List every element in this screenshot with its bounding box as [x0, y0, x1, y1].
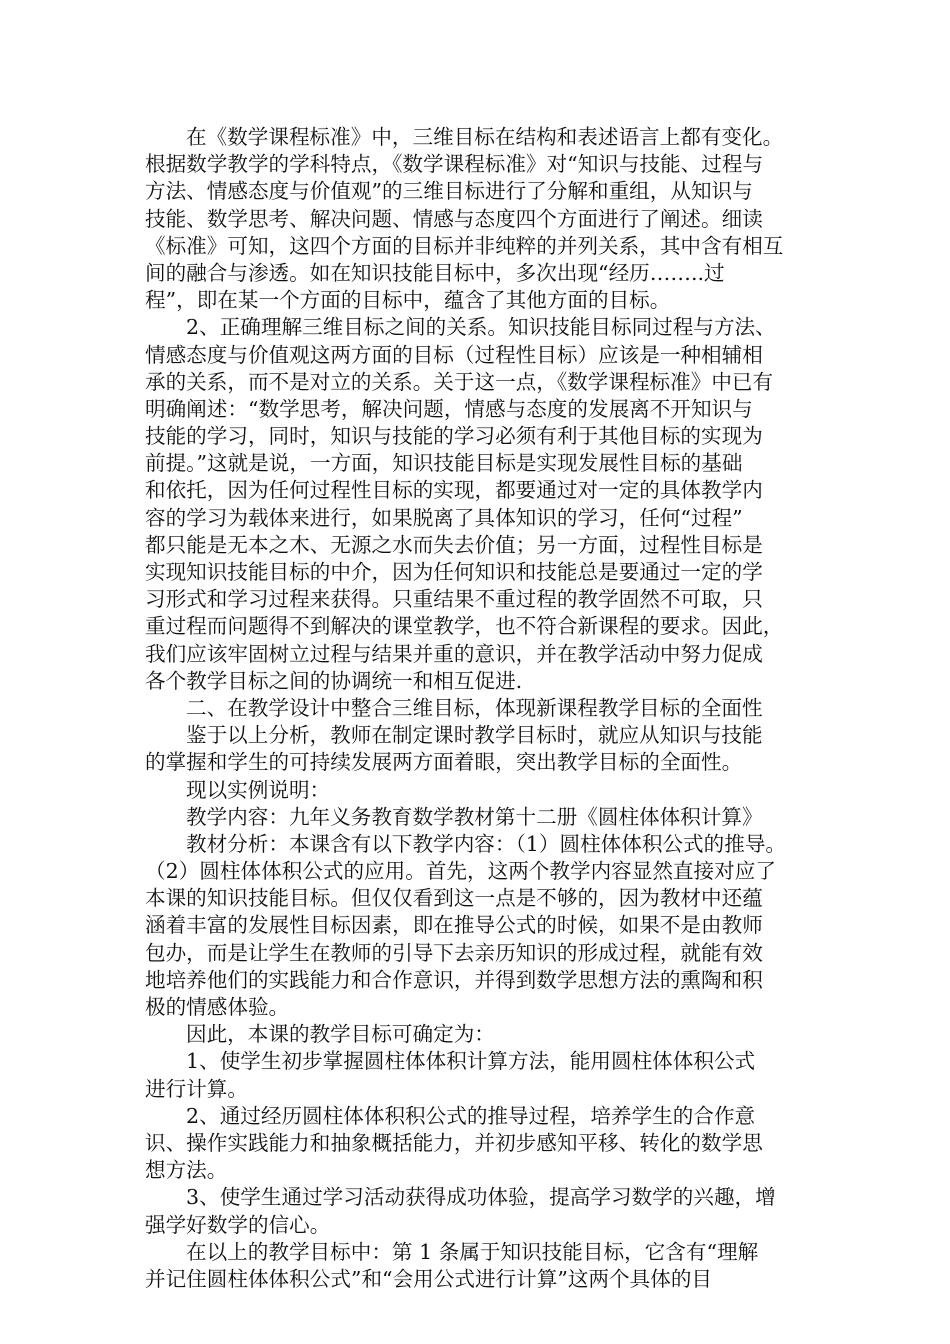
text-line: 方法、情感态度与价值观”的三维目标进行了分解和重组，从知识与 — [145, 179, 753, 204]
text-line: 极的情感体验。 — [145, 995, 290, 1019]
text-line: 强学好数学的信心。 — [145, 1212, 331, 1237]
text-line: 我们应该牢固树立过程与结果并重的意识，并在教学活动中努力促成 — [145, 641, 763, 666]
text-line: 和依托，因为任何过程性目标的实现，都要通过对一定的具体教学内 — [145, 478, 763, 503]
text-line: 间的融合与渗透。如在知识技能目标中，多次出现“经历……..过 — [145, 260, 725, 285]
text-line: 3、使学生通过学习活动获得成功体验，提高学习数学的兴趣，增 — [186, 1185, 776, 1210]
text-line: 识、操作实践能力和抽象概括能力，并初步感知平移、转化的数学思 — [145, 1130, 763, 1155]
text-line: 《标准》可知，这四个方面的目标并非纯粹的并列关系，其中含有相互 — [145, 233, 784, 258]
text-line: 前提。”这就是说，一方面，知识技能目标是实现发展性目标的基础 — [145, 451, 743, 476]
text-line: 重过程而问题得不到解决的课堂教学，也不符合新课程的要求。因此， — [145, 614, 784, 639]
text-line: 本课的知识技能目标。但仅仅看到这一点是不够的，因为教材中还蕴 — [145, 886, 763, 911]
text-line: 包办，而是让学生在教师的引导下去亲历知识的形成过程，就能有效 — [145, 940, 763, 965]
text-line: 地培养他们的实践能力和合作意识，并得到数学思想方法的熏陶和积 — [145, 967, 763, 992]
text-line: 明确阐述：“数学思考，解决问题，情感与态度的发展离不开知识与 — [145, 396, 753, 421]
text-line: 进行计算。 — [145, 1076, 248, 1101]
text-line: 容的学习为载体来进行，如果脱离了具体知识的学习，任何“过程” — [145, 505, 743, 530]
text-line: 都只能是无本之木、无源之水而失去价值；另一方面，过程性目标是 — [145, 532, 763, 557]
text-line: 2、通过经历圆柱体体积积公式的推导过程，培养学生的合作意 — [186, 1103, 756, 1128]
text-line: 技能、数学思考、解决问题、情感与态度四个方面进行了阐述。细读 — [145, 206, 763, 231]
text-line: 各个教学目标之间的协调统一和相互促进. — [145, 668, 523, 693]
text-line: 承的关系，而不是对立的关系。关于这一点，《数学课程标准》中已有 — [145, 369, 774, 394]
text-line: 的掌握和学生的可持续发展两方面着眼，突出教学目标的全面性。 — [145, 750, 743, 775]
text-line: 习形式和学习过程来获得。只重结果不重过程的教学固然不可取，只 — [145, 587, 763, 612]
text-line: 因此，本课的教学目标可确定为： — [186, 1022, 495, 1047]
text-line: 在《数学课程标准》中，三维目标在结构和表述语言上都有变化。 — [186, 125, 784, 149]
section-heading: 二、在教学设计中整合三维目标，体现新课程教学目标的全面性 — [186, 695, 763, 720]
text-line: 想方法。 — [145, 1158, 228, 1183]
text-line: 涵着丰富的发展性目标因素，即在推导公式的时候，如果不是由教师 — [145, 913, 763, 938]
document-body — [145, 124, 805, 1293]
text-line: 根据数学教学的学科特点，《数学课程标准》对“知识与技能、过程与 — [145, 152, 764, 177]
text-line: 程”，即在某一个方面的目标中，蕴含了其他方面的目标。 — [145, 288, 671, 313]
text-line: 现以实例说明： — [186, 777, 331, 802]
text-line: 情感态度与价值观这两方面的目标（过程性目标）应该是一种相辅相 — [145, 342, 763, 367]
text-line: 鉴于以上分析，教师在制定课时教学目标时，就应从知识与技能 — [186, 723, 763, 748]
text-line: 1、使学生初步掌握圆柱体体积计算方法，能用圆柱体体积公式 — [186, 1049, 756, 1074]
text-line: 教学内容：九年义务教育数学教材第十二册《圆柱体体积计算》 — [186, 804, 763, 829]
text-line: 并记住圆柱体体积公式”和“会用公式进行计算”这两个具体的目 — [145, 1266, 713, 1291]
text-line: （2）圆柱体体积公式的应用。首先，这两个教学内容显然直接对应了 — [145, 859, 776, 884]
text-line: 实现知识技能目标的中介，因为任何知识和技能总是要通过一定的学 — [145, 560, 763, 584]
text-line: 教材分析：本课含有以下教学内容：（1）圆柱体体积公式的推导。 — [186, 831, 787, 856]
text-line: 2、正确理解三维目标之间的关系。知识技能目标同过程与方法、 — [186, 315, 776, 340]
text-line: 在以上的教学目标中：第 1 条属于知识技能目标，它含有“理解 — [186, 1239, 759, 1264]
text-line: 技能的学习，同时，知识与技能的学习必须有利于其他目标的实现为 — [145, 424, 763, 449]
